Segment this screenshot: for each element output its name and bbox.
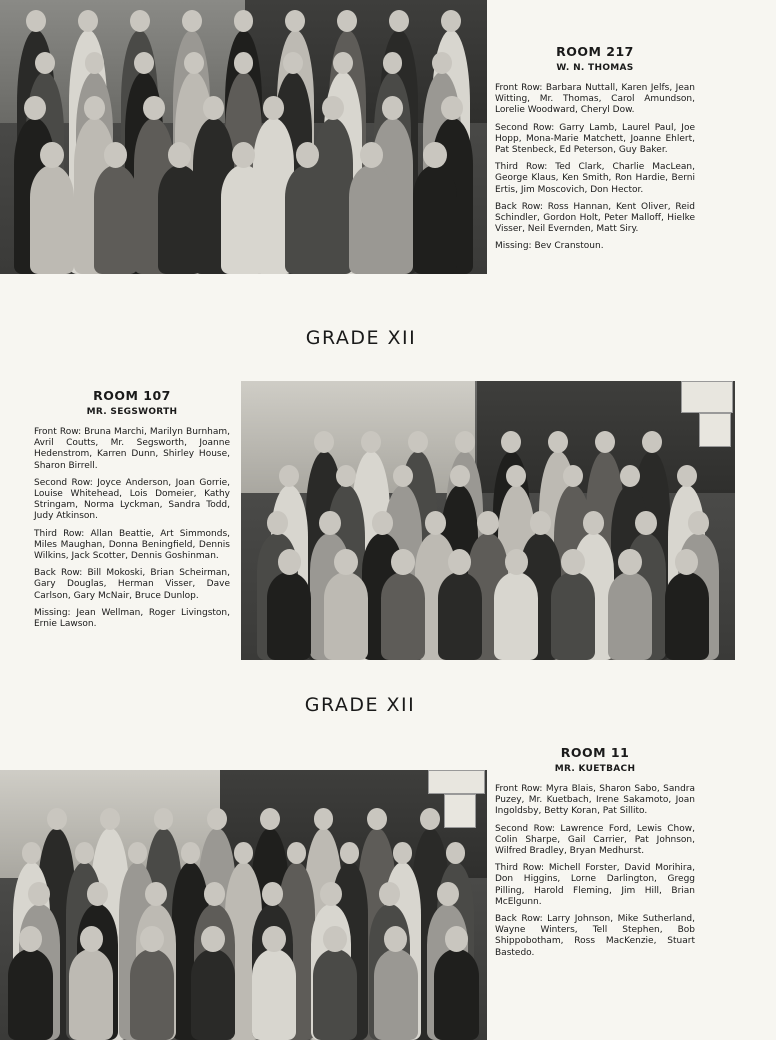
person-silhouette [374, 949, 418, 1040]
person-head [78, 10, 98, 32]
room-11-second-row: Second Row: Lawrence Ford, Lewis Chow, Colin Sharpe, Gail Carrier, Pat Johnson, Wilfred Bradley, Bryan Medhurst. [495, 823, 695, 857]
person-head [595, 431, 615, 453]
person-head [322, 96, 344, 120]
room-217-front-row: Front Row: Barbara Nuttall, Karen Jelfs, Jean Witting, Mr. Thomas, Carol Amundson, Lorelie Woodward, Cheryl Dow. [495, 83, 695, 116]
grade-heading: GRADE XII [305, 327, 417, 349]
person-head [314, 431, 334, 453]
person-head [446, 842, 466, 864]
person-head [28, 882, 50, 906]
person-silhouette [69, 949, 113, 1040]
person-silhouette [434, 949, 478, 1040]
person-head [287, 842, 307, 864]
person-head [425, 511, 447, 535]
person-head [688, 511, 710, 535]
person-head [232, 142, 255, 168]
person-silhouette [494, 572, 538, 660]
person-head [140, 926, 163, 952]
person-head [455, 431, 475, 453]
person-head [420, 808, 440, 830]
person-head [203, 96, 225, 120]
room-107-title: ROOM 107 [93, 388, 171, 403]
person-silhouette [413, 165, 457, 274]
person-head [285, 10, 305, 32]
person-head [441, 96, 463, 120]
person-silhouette [158, 165, 202, 274]
room-107-teacher: MR. SEGSWORTH [86, 407, 178, 417]
person-head [391, 549, 414, 575]
person-head [19, 926, 42, 952]
person-head [450, 465, 470, 487]
room-11-front-row: Front Row: Myra Blais, Sharon Sabo, Sandra Puzey, Mr. Kuetbach, Irene Sakamoto, Joan Ingoldsby, Betty Koran, Pat Sillito. [495, 784, 695, 817]
room-217-third-row: Third Row: Ted Clark, Charlie MacLean, George Klaus, Ken Smith, Ron Hardie, Berni Ertis, Jim Moscovich, Don Hector. [495, 162, 695, 195]
class-photo-room-217 [0, 0, 487, 274]
person-head [393, 465, 413, 487]
person-head [234, 52, 254, 74]
room-11-third-row: Third Row: Michell Forster, David Morihira, Don Higgins, Lorne Darlington, Gregg Pilling, Harold Fleming, Jim Hill, Brian McElgunn. [495, 863, 695, 907]
person-head [548, 431, 568, 453]
person-head [84, 96, 106, 120]
person-head [445, 926, 468, 952]
room-107-front-row: Front Row: Bruna Marchi, Marilyn Burnham, Avril Coutts, Mr. Segsworth, Joanne Hedenstrom, Karren Dunn, Shirley House, Sharon Birrell. [34, 427, 230, 471]
person-head [677, 465, 697, 487]
room-107-third-row: Third Row: Allan Beattie, Art Simmonds, Miles Maughan, Donna Beningfield, Dennis Wilkins, Jack Scotter, Dennis Goshinman. [34, 528, 230, 562]
person-head [642, 431, 662, 453]
person-head [47, 808, 67, 830]
person-silhouette [221, 165, 265, 274]
person-head [408, 431, 428, 453]
person-head [336, 465, 356, 487]
person-head [334, 549, 357, 575]
room-11-caption [495, 745, 695, 965]
person-silhouette [191, 949, 235, 1040]
room-11-title: ROOM 11 [560, 745, 630, 760]
person-head [383, 52, 403, 74]
person-head [283, 52, 303, 74]
person-head [340, 842, 360, 864]
person-head [361, 431, 381, 453]
person-silhouette [267, 572, 311, 660]
person-silhouette [94, 165, 138, 274]
person-head [204, 882, 226, 906]
room-217-teacher: W. N. THOMAS [556, 63, 634, 73]
room-11-back-row: Back Row: Larry Johnson, Mike Sutherland, Wayne Winters, Tell Stephen, Bob Shippobotham, Ross MacKenzie, Stuart Bastedo. [495, 914, 695, 958]
grade-heading: GRADE XII [304, 694, 416, 716]
room-107-back-row: Back Row: Bill Mokoski, Brian Scheirman, Gary Douglas, Herman Visser, Dave Carlson, Gary McNair, Bruce Dunlop. [34, 568, 230, 601]
person-head [80, 926, 103, 952]
room-217-title: ROOM 217 [556, 44, 634, 59]
person-head [367, 808, 387, 830]
person-silhouette [665, 572, 709, 660]
person-head [501, 431, 521, 453]
person-head [505, 549, 528, 575]
person-head [379, 882, 401, 906]
person-head [278, 549, 301, 575]
person-head [319, 511, 341, 535]
person-head [184, 52, 204, 74]
room-107-missing: Missing: Jean Wellman, Roger Livingston, Ernie Lawson. [34, 607, 230, 630]
person-head [263, 96, 285, 120]
person-silhouette [130, 949, 174, 1040]
person-head [337, 10, 357, 32]
room-217-caption [495, 44, 695, 259]
person-head [40, 142, 63, 168]
person-head [35, 52, 55, 74]
person-silhouette [438, 572, 482, 660]
person-silhouette [381, 572, 425, 660]
person-head [130, 10, 150, 32]
person-head [583, 511, 605, 535]
room-107-caption [34, 388, 230, 636]
room-217-second-row: Second Row: Garry Lamb, Laurel Paul, Joe Hopp, Mona-Marie Matchett, Joanne Ehlert, Pat Stenbeck, Ed Peterson, Guy Baker. [495, 122, 695, 156]
person-head [100, 808, 120, 830]
room-217-missing: Missing: Bev Cranstoun. [495, 241, 604, 252]
person-head [563, 465, 583, 487]
person-head [635, 511, 657, 535]
person-silhouette [349, 165, 393, 274]
person-head [26, 10, 46, 32]
person-head [360, 142, 383, 168]
person-silhouette [252, 949, 296, 1040]
person-head [182, 10, 202, 32]
person-silhouette [30, 165, 74, 274]
person-head [143, 96, 165, 120]
person-silhouette [8, 949, 52, 1040]
person-silhouette [313, 949, 357, 1040]
person-head [128, 842, 148, 864]
person-head [267, 511, 289, 535]
person-head [437, 882, 459, 906]
person-head [262, 926, 285, 952]
class-photo-room-11 [0, 770, 487, 1040]
person-head [234, 842, 254, 864]
person-head [441, 10, 461, 32]
person-head [260, 808, 280, 830]
person-head [201, 926, 224, 952]
person-head [75, 842, 95, 864]
person-head [145, 882, 167, 906]
person-head [22, 842, 42, 864]
person-head [432, 52, 452, 74]
person-silhouette [608, 572, 652, 660]
person-head [154, 808, 174, 830]
person-silhouette [551, 572, 595, 660]
person-head [314, 808, 334, 830]
room-217-back-row: Back Row: Ross Hannan, Kent Oliver, Reid Schindler, Gordon Holt, Peter Malloff, Hielke Visser, Neil Evernden, Matt Siry. [495, 201, 695, 235]
person-head [477, 511, 499, 535]
person-head [24, 96, 46, 120]
person-head [320, 882, 342, 906]
person-silhouette [285, 165, 329, 274]
person-head [393, 842, 413, 864]
person-head [234, 10, 254, 32]
person-head [85, 52, 105, 74]
person-head [279, 465, 299, 487]
person-head [207, 808, 227, 830]
person-head [389, 10, 409, 32]
person-silhouette [324, 572, 368, 660]
person-head [181, 842, 201, 864]
room-107-second-row: Second Row: Joyce Anderson, Joan Gorrie, Louise Whitehead, Lois Domeier, Kathy Stringam, Norma Lyckman, Sandra Todd, Judy Atkinson. [34, 477, 230, 522]
person-head [323, 926, 346, 952]
person-head [296, 142, 319, 168]
person-head [333, 52, 353, 74]
person-head [618, 549, 641, 575]
room-11-teacher: MR. KUETBACH [554, 764, 636, 774]
person-head [561, 549, 584, 575]
person-head [620, 465, 640, 487]
person-head [423, 142, 446, 168]
person-head [134, 52, 154, 74]
class-photo-room-107 [241, 381, 735, 660]
